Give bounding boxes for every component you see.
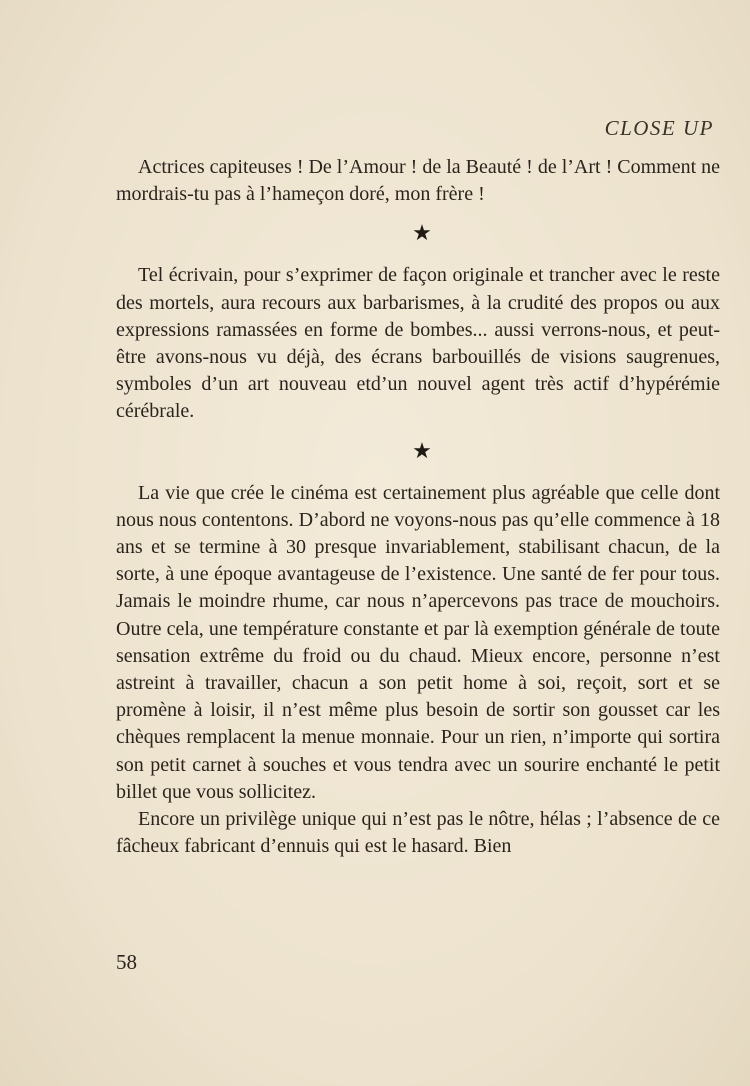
page-number: 58: [116, 950, 137, 974]
running-head: CLOSE UP: [604, 116, 714, 140]
paragraph: Actrices capiteuses ! De l’Amour ! de la Beauté ! de l’Art ! Comment ne mordrais-tu pas à l’hameçon doré, mon frère !: [116, 156, 721, 206]
paragraph: Tel écrivain, pour s’exprimer de façon originale et trancher avec le reste des mortels, aura recours aux barbarismes, à la crudité des propos ou aux expressions ramassées en forme de bombes... aussi verrons-nous, et peut-être avons-nous vu déjà, des écrans barbouillés de visions saugrenues, symboles d’un art nouveau etd’un nouvel agent très actif d’hypérémie cérébrale.: [116, 264, 720, 423]
paragraph: La vie que crée le cinéma est certainement plus agréable que celle dont nous nous contentons. D’abord ne voyons-nous pas qu’elle commence à 18 ans et se termine à 30 presque invariablement, stabilisant chacun, de la sorte, à une époque avantageuse de l’existence. Une santé de fer pour tous. Jamais le moindre rhume, car nous n’apercevons pas trace de mouchoirs. Outre cela, une température constante et par là exemption générale de toute sensation extrême du froid ou du chaud. Mieux encore, personne n’est astreint à travailler, chacun a son petit home à soi, reçoit, sort et se promène à loisir, il n’est même plus besoin de sortir son gousset car les chèques remplacent la menue monnaie. Pour un rien, n’importe qui sortira son petit carnet à souches et vous tendra avec un sourire enchanté le petit billet que vous sollicitez.: [116, 481, 720, 803]
body-text: [116, 154, 720, 860]
paragraph: Encore un privilège unique qui n’est pas le nôtre, hélas ; l’absence de ce fâcheux fabricant d’ennuis qui est le hasard. Bien: [116, 808, 720, 858]
section-separator-star: ★: [412, 220, 432, 246]
section-separator-star: ★: [412, 437, 432, 463]
